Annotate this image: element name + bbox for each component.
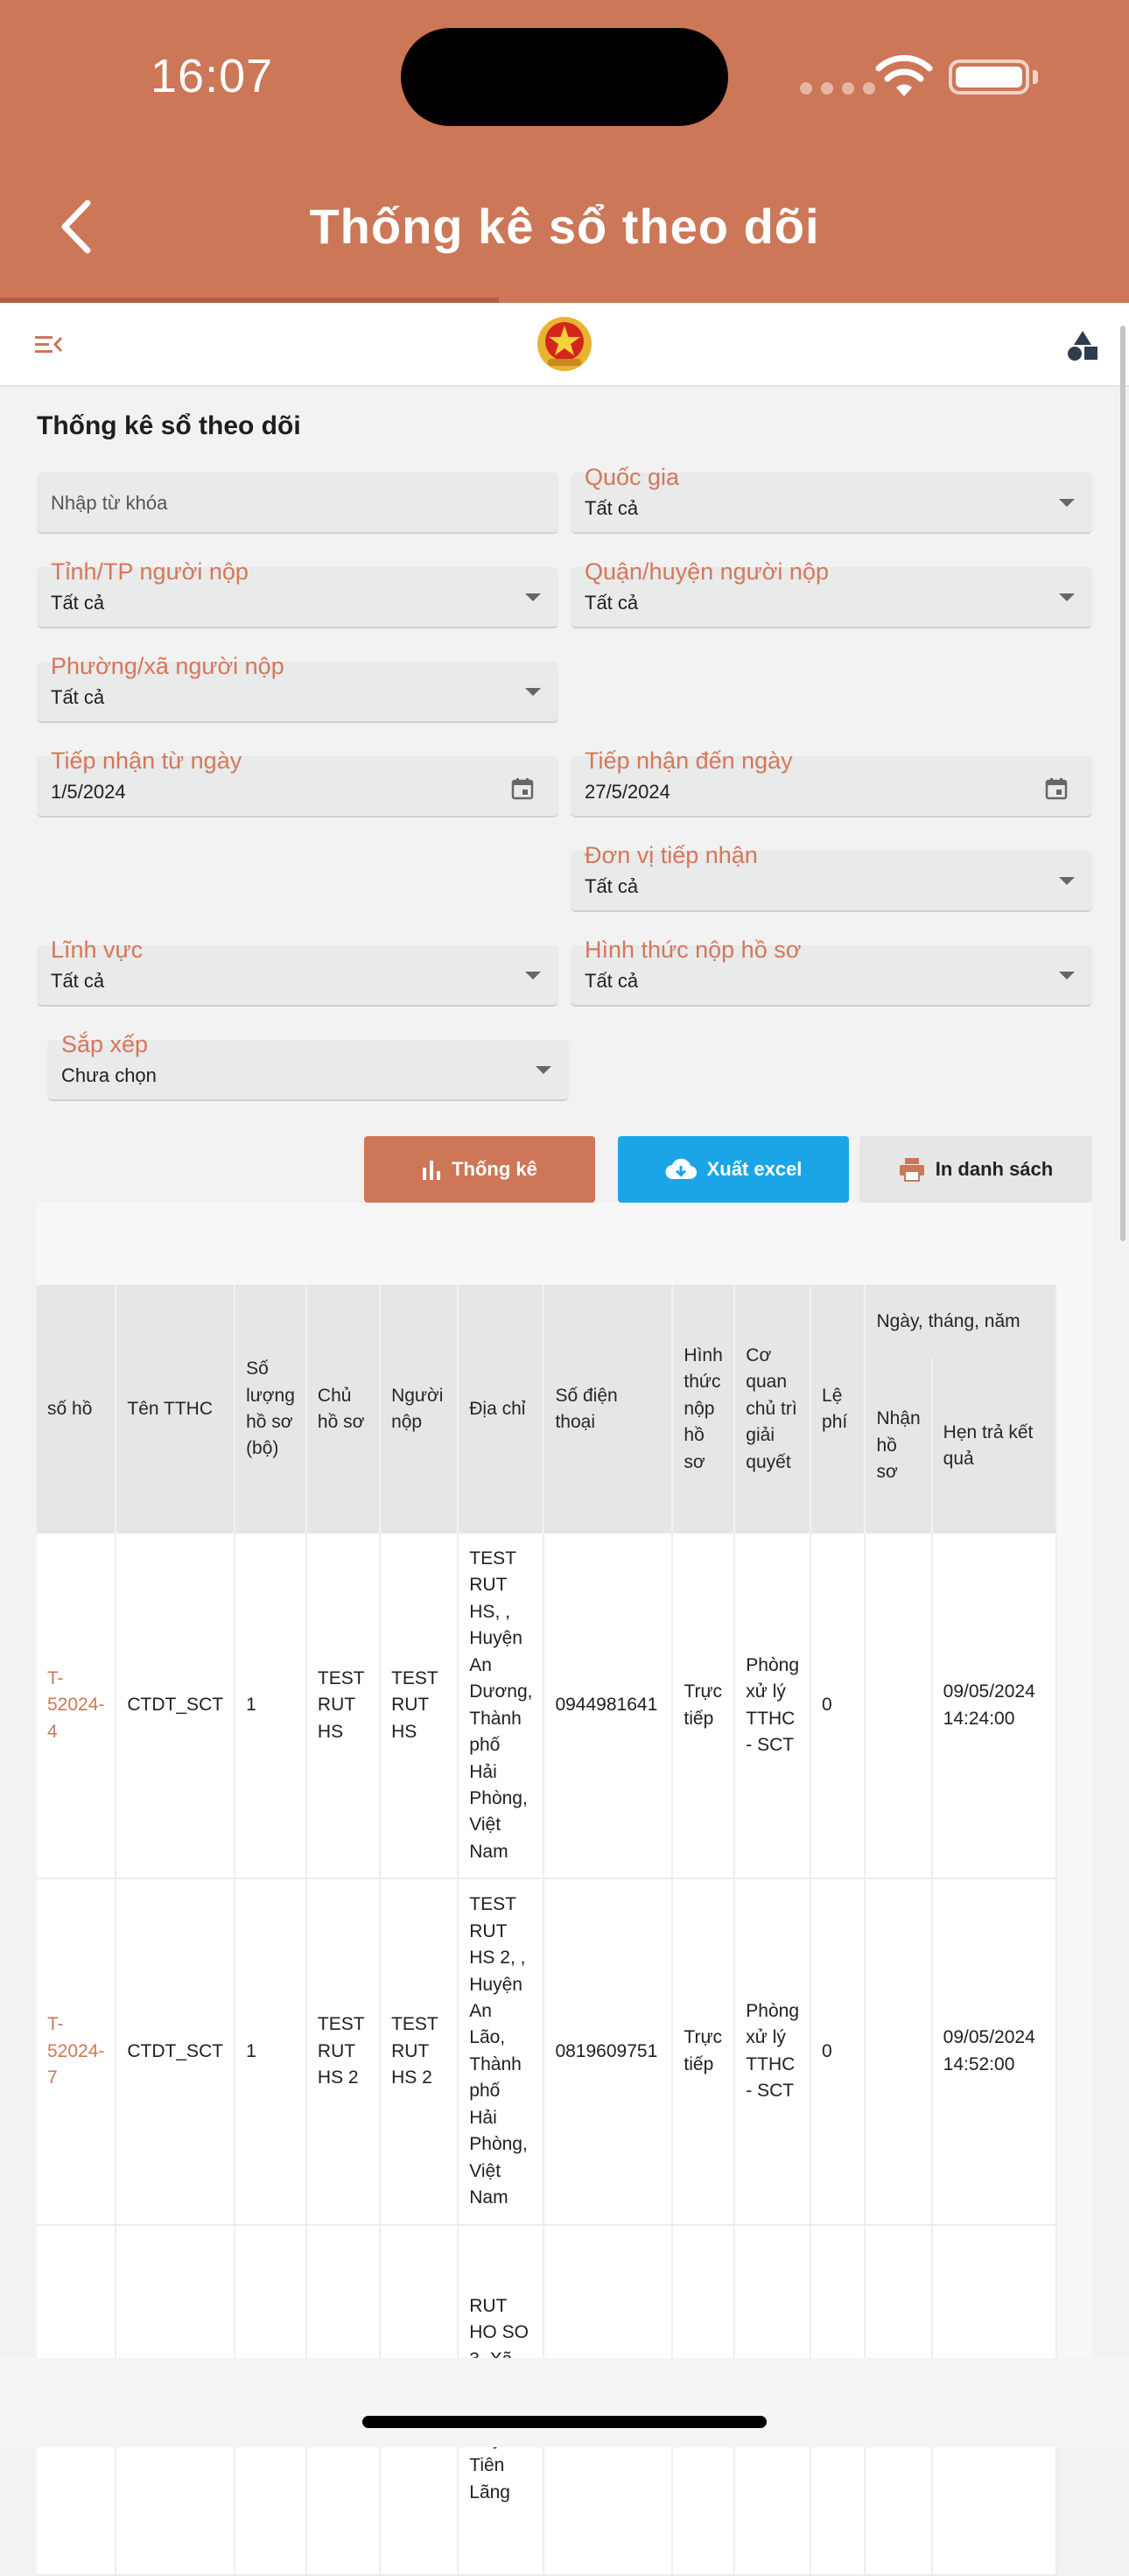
chevron-down-icon [525, 972, 541, 979]
cell-method: Trực tiếp [672, 1878, 734, 2224]
to-date-label: Tiếp nhận đến ngày [585, 748, 793, 774]
to-date-field[interactable] [571, 748, 1092, 818]
th-code: số hồ [37, 1285, 116, 1534]
cell-submitter: TEST RUT HS 2 [380, 1878, 458, 2224]
print-list-button[interactable] [859, 1136, 1092, 1203]
wifi-icon [875, 54, 933, 98]
calendar-icon[interactable] [511, 777, 534, 800]
page-scrollbar[interactable] [1120, 326, 1125, 1241]
chevron-down-icon [1059, 877, 1075, 885]
cell-submitter: TEST RUT HS [380, 1534, 458, 1878]
sort-select[interactable] [47, 1031, 569, 1101]
th-agency: Cơ quan chủ trì giải quyết [734, 1285, 810, 1534]
cell-phone: 0819609751 [543, 1878, 672, 2224]
th-procedure: Tên TTHC [116, 1285, 235, 1534]
district-value: Tất cả [585, 592, 639, 614]
th-count: Số lượng hồ sơ (bộ) [235, 1285, 306, 1534]
cell-received [865, 1878, 931, 2224]
cell-count: 1 [235, 1878, 306, 2224]
ward-label: Phường/xã người nộp [51, 653, 284, 679]
cloud-download-icon [665, 1158, 697, 1181]
print-list-button-label: In danh sách [935, 1158, 1054, 1180]
chevron-down-icon [536, 1066, 551, 1074]
cell-owner: TEST RUT HS 2 [306, 1878, 380, 2224]
field-value: Tất cả [51, 970, 105, 992]
battery-icon [949, 60, 1029, 95]
from-date-label: Tiếp nhận từ ngày [51, 748, 242, 774]
th-submitter: Người nộp [380, 1285, 458, 1534]
unit-value: Tất cả [585, 875, 639, 897]
cell-address: TEST RUT HS, , Huyện An Dương, Thành phố Hải Phòng, Việt Nam [458, 1534, 543, 1878]
district-select[interactable] [571, 558, 1092, 628]
cell-procedure: CTDT_SCT [116, 1878, 235, 2224]
cell-received [865, 1534, 931, 1878]
chevron-down-icon [525, 688, 541, 696]
cell-code[interactable]: T-52024-4 [37, 1534, 116, 1878]
method-value: Tất cả [585, 970, 639, 992]
province-value: Tất cả [51, 592, 105, 614]
national-emblem-icon [536, 315, 593, 373]
home-indicator[interactable] [362, 2416, 767, 2428]
cell-procedure: CTDT_SCT [116, 1534, 235, 1878]
printer-icon [899, 1157, 925, 1182]
province-label: Tỉnh/TP người nộp [51, 558, 249, 585]
unit-select[interactable] [571, 842, 1092, 912]
battery-tip [1033, 70, 1038, 84]
dynamic-island [401, 28, 728, 126]
th-address: Địa chỉ [458, 1285, 543, 1534]
ward-value: Tất cả [51, 686, 105, 708]
cell-due: 09/05/2024 14:52:00 [932, 1878, 1056, 2224]
chevron-down-icon [525, 593, 541, 601]
bar-chart-icon [422, 1159, 441, 1180]
cell-agency: Phòng xử lý TTHC - SCT [734, 1534, 810, 1878]
bottom-safe-area [0, 2358, 1129, 2447]
cell-agency: Phòng xử lý TTHC - SCT [734, 1878, 810, 2224]
menu-collapse-icon[interactable] [33, 329, 63, 359]
cell-count: 1 [235, 1534, 306, 1878]
results-table-scroll[interactable] [47, 1285, 1075, 2510]
page-title: Thống kê sổ theo dõi [37, 411, 301, 440]
cell-owner: TEST RUT HS [306, 1534, 380, 1878]
statistics-button[interactable] [364, 1136, 595, 1203]
status-time: 16:07 [151, 50, 274, 102]
keyword-placeholder: Nhập từ khóa [51, 492, 168, 514]
ward-select[interactable] [37, 653, 558, 723]
th-method: Hình thức nộp hồ sơ [672, 1285, 734, 1534]
export-excel-button[interactable] [618, 1136, 849, 1203]
sort-label: Sắp xếp [61, 1031, 149, 1057]
cell-address: RUT HO SO Tiên Lãng [458, 2225, 543, 2575]
country-select[interactable] [571, 464, 1092, 534]
chevron-down-icon [1059, 972, 1075, 979]
results-card [37, 1203, 1092, 2502]
chevron-down-icon [1059, 499, 1075, 507]
country-label: Quốc gia [585, 464, 680, 490]
th-date-group: Ngày, tháng, năm [865, 1285, 1056, 1358]
th-received: Nhận hồ sơ [865, 1358, 931, 1534]
province-select[interactable] [37, 558, 558, 628]
cell-phone: 0944981641 [543, 1534, 672, 1878]
th-fee: Lệ phí [810, 1285, 865, 1534]
th-due: Hẹn trả kết quả [932, 1358, 1056, 1534]
from-date-value: 1/5/2024 [51, 781, 126, 803]
shapes-icon[interactable] [1066, 329, 1099, 362]
unit-label: Đơn vị tiếp nhận [585, 842, 758, 868]
cell-fee: 0 [810, 1878, 865, 2224]
cell-method: Trực tiếp [672, 1534, 734, 1878]
th-owner: Chủ hồ sơ [306, 1285, 380, 1534]
method-select[interactable] [571, 937, 1092, 1007]
export-excel-button-label: Xuất excel [706, 1158, 803, 1180]
method-label: Hình thức nộp hồ sơ [585, 937, 802, 963]
th-phone: Số điện thoại [543, 1285, 672, 1534]
chevron-down-icon [1059, 593, 1075, 601]
table-row[interactable] [37, 1534, 1056, 1878]
cell-due: 09/05/2024 14:24:00 [932, 1534, 1056, 1878]
to-date-value: 27/5/2024 [585, 781, 670, 803]
cell-code[interactable]: T-52024-7 [37, 1878, 116, 2224]
sort-value: Chưa chọn [61, 1064, 157, 1086]
country-value: Tất cả [585, 497, 639, 519]
field-label: Lĩnh vực [51, 937, 144, 963]
cell-fee: 0 [810, 1534, 865, 1878]
statistics-button-label: Thống kê [452, 1158, 537, 1180]
cellular-signal-icon [800, 82, 875, 95]
cell-address: TEST RUT HS 2, , Huyện An Lão, Thành phố Hải Phòng, Việt Nam [458, 1878, 543, 2224]
from-date-field[interactable] [37, 748, 558, 818]
web-header [0, 303, 1129, 387]
table-row[interactable] [37, 1878, 1056, 2224]
app-bar [0, 0, 1129, 303]
field-select[interactable] [37, 937, 558, 1007]
app-title: Thống kê sổ theo dõi [309, 199, 820, 254]
calendar-icon[interactable] [1045, 777, 1068, 800]
keyword-input[interactable] [37, 473, 558, 534]
district-label: Quận/huyện người nộp [585, 558, 829, 585]
